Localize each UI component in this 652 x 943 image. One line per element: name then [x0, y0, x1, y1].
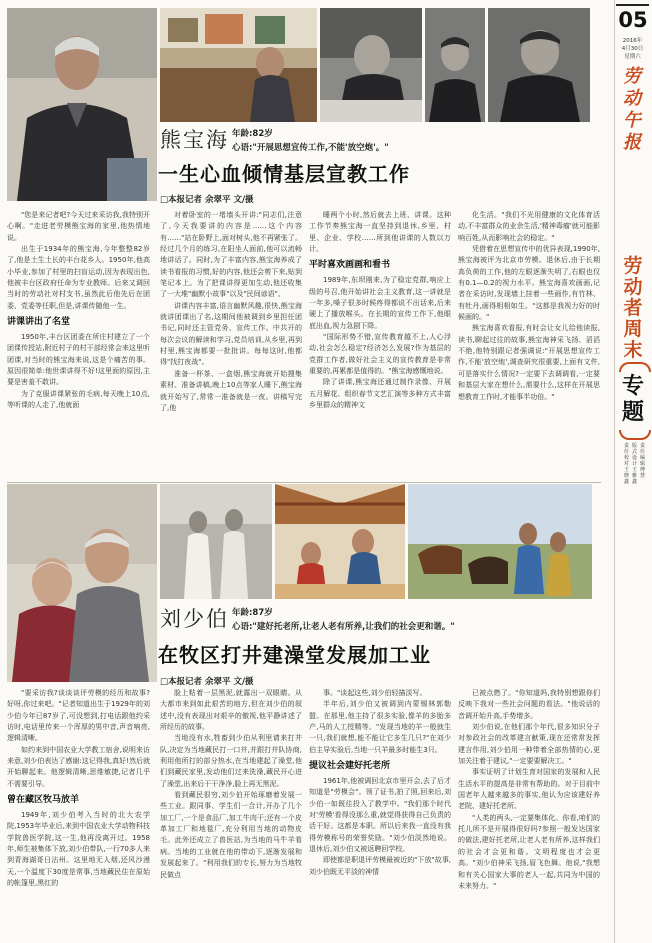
bracket-top: [619, 362, 651, 372]
subheading: 讲课讲出了名堂: [7, 317, 71, 328]
paragraph: 1950年,丰台区团委在所庄村建立了一个团课传授站,附近村子的村干部经常会来这里听团课,对当时的熊宝海来说,这是个痛苦的事。原因很简单:他世课讲得不好!这里面的原因,主要是害羞不敢讲。: [7, 333, 150, 387]
story1-column-3: [309, 210, 451, 480]
story1-age: 年龄:82岁: [232, 129, 273, 139]
photo-middle-aged-portrait: [488, 8, 590, 122]
paragraph: 除了讲课,熊宝海还通过制作录像、开展五月解花、组织春节文艺汇演等多种方式丰富乡里群众的精神文: [309, 378, 451, 410]
paragraph: 1961年,他被调回北京市里开会,去了后才知道是"劳模会"。领了证书,拍了照,回来后,刘少伯一如既往投入了教学中。"我们那个时代对'劳模'看得没那么重,就觉得获得自己负责的活干好。这都是本职。所以后来我一直没有我得劳模称号的荣誉奖励。"刘少伯淡然地说。退休后,刘少伯又被返聘回学校。: [309, 777, 451, 854]
photo-writing: [320, 8, 422, 122]
story2-byline: □本报记者 余翠平 文/摄: [160, 677, 254, 687]
editor-credit-3: 责任校对 王晓鑫: [624, 443, 630, 485]
story2-age: 年龄:87岁: [232, 608, 273, 618]
paragraph: 准备一杯茶、一盒烟,熊宝海就开始搜集素材、准备讲稿,晚上10点等家人睡下,熊宝海就开始写了,常常一准备就是一夜。讲稿写完了,他: [160, 369, 302, 412]
photo-historic-couple: [160, 484, 272, 599]
paragraph: "国际形势不错,宣传教育越不上,人心浮动,社会怎么稳定?经济怎么发展?作为基层的党群工作者,做好社会主义的宣传教育是非常重要的,再累都是值得的。"熊宝海感慨地说。: [309, 333, 451, 376]
story2-motto: 心语:"建好托老所,让老人老有所养,让我们的社会更和谐。": [232, 622, 455, 632]
photo-study-room: [160, 8, 317, 122]
date-day: 4月30日: [621, 46, 644, 52]
paragraph: 出生于1934年的熊宝海,今年整整82岁了,他是土生土长的丰台花乡人。1950年,他高小毕业,参加了村里的扫盲运动,因为表现出色,他被丰台区政府任命为专业教师。后来又调回当时的劳动社对村支书,虽然此后他先后在团委、党委等任职,但是,讲课传随他一生。: [7, 245, 150, 310]
date-year: 2016年: [622, 38, 643, 44]
paragraph: 为了克服讲课紧张的毛病,每天晚上10点,等听课的人走了,他就面: [7, 389, 150, 410]
special-label: 专题: [621, 374, 644, 425]
portrait-liu-shaobo: [7, 484, 157, 682]
paragraph: "人类的两头,一定要集体化。你看,咱们的托儿所不是开展得很好吗?参照一般发达国家的做法,建好托老所,让老人老有所养,这样我们的社会才会更和谐。文明程度也才会更高。"刘少伯神采飞扬,眉飞色舞。他说,"我想和有关心国家大事的老人一起,共同为中国的未来努力。": [458, 813, 600, 890]
paper-name-logo: 劳动午报: [623, 66, 641, 153]
rail-top-rule: [616, 4, 649, 6]
story2-headline: 在牧区打井建澡堂发展加工业: [158, 643, 431, 667]
story-divider: [7, 482, 601, 483]
paragraph: 脸上粘着一层黑泥,就露出一双眼睛。从大都市来到如此艰苦的地方,但在刘少伯的叙述中,没有表现出对艰辛的傲视,他平静讲述了所经历的故事。: [160, 689, 302, 732]
paragraph: "要采访我?谈谈谈评劳模的经历和故事?好呀,你过来吧。"记者知道出生于1929年的刘少伯今年已87岁了,可没想到,打电话跟他约采访时,电话里传来一个浑厚的男中音,声音响亮,逻辑清晰。: [7, 689, 150, 743]
story2-column-3: [309, 688, 451, 938]
paragraph: 看到藏民很穷,刘少伯开始琢磨着发展一些工业。跟同事、学生们一合计,开办了几个加工厂,一个是食品厂,加工牛肉干;还有一个皮革加工厂和地毯厂,充分利用当地的动物皮毛。此外还成立了兽医站,为当地的马牛羊看病。当地的工业就在他的带动下,逐渐发展和发展起来了。"利用我们的专长,努力为当地牧民做点: [160, 791, 302, 879]
story1-byline: □本报记者 余翠平 文/摄: [160, 195, 254, 205]
paragraph: 熊宝海喜欢看报,有时会让女儿给他读报,读书,聊起过往的故事,熊宝海神采飞扬、滔滔不绝,他特别跟记者强调说:"开展思想宣传工作,不能'放空炮',调查研究很重要,上面有文件,可是落实什么情况?一定要下去调调看,一定要和基层大家在想什么,需要什么,这样在开展思想教育工作时,才能事半功倍。": [458, 324, 600, 401]
masthead-rail: [613, 0, 652, 943]
story1-column-2: [160, 210, 302, 480]
paragraph: 化生活。"我们不光用健康的文化体育活动,不丰富群众的业余生活,'精神毒瘤'就可能影响百姓,从而影响社会的稳定。": [458, 211, 600, 242]
paragraph: "您是来记者吧?今天过来采访我,我特别开心啊。"走进老劳模熊宝海的家里,他热情地说。: [7, 211, 150, 242]
paragraph: 凭借着在思想宣传中的优异表现,1990年,熊宝海被评为北京市劳模。退休后,由于长期高负荷的工作,他的左眼逐渐失明了,右眼也仅有0.1—0.2的视力水平。熊宝海喜欢画画,记者在采访时,发现墙上挂着一些画作,有竹林、有牡丹,画得相相如生。"这都是我视力好的时候画的。": [458, 245, 600, 322]
editor-credit-2: 版式设计 王雅鑫: [632, 443, 638, 485]
story2-name: 刘少伯: [160, 607, 229, 631]
bracket-bottom: [619, 430, 651, 440]
photo-yurt-interior: [275, 484, 405, 599]
section-title: 劳动者周末: [623, 255, 643, 361]
paragraph: 1989年,东坝刚来,为了稳定党群,响应上级的号召,他开始讲社会主义教育,这一讲就是一年多,嗓子很多时候疼得都说不出话来,后来硬上了播放喉头。在长期的宣传工作下,他眼底出血,视力急剧下降。: [309, 276, 451, 330]
rail-divider: [614, 0, 615, 943]
page-number: 05: [618, 8, 648, 32]
photo-young-portrait: [425, 8, 485, 122]
paragraph: 对着卧室的一堵墙头开讲:"同志们,注意了,今天我要讲的内容是……这个内容有……"站在卧野上,面对树头,他不再紧张了。经过几个月的练习,在阳坐人面前,他可以流畅地讲话了。同时,为了丰富内容,熊宝海养成了读书看报的习惯,好的内容,他还会剪下来,贴到笔记本上。为了把课讲得更加生动,他还收集了一大堆"幽默小故事"以及"民间谚语"。: [160, 211, 302, 299]
paragraph: 讲课内容丰富,语言幽默风趣,很快,熊宝海就讲团课出了名,这期间他被调到乡里担任团书记,同时还主管党务、宣传工作。中共开的每次会议的解读和学习,党员培训,从乡里,再到村里,熊宝海都要一批批讲。每每这时,他都得"找打夜战"。: [160, 301, 302, 367]
story1-headline: 一生心血倾情基层宣教工作: [158, 162, 410, 186]
paragraph: 已被点燃了。"你知道吗,我特别想跟你们反映下我对一些社会问题的看法。"他说话的音调开始升高,手势增多。: [458, 689, 600, 720]
paragraph: 睡两个小时,然后就去上班、讲课。这种工作节奏熊宝海一直坚持到退休,乡里、村里、企业、学校……所到他讲课的人数以万计。: [309, 211, 451, 254]
story1-column-1: [7, 210, 150, 480]
paragraph: 当地没有水,牲畜到少伯从利里请来打井队,决定为当地藏民打一口井,并跟打井队协商,利用他所打的部分热水,在当地建起了澡堂,他们到藏民家里,发动他们过来洗澡,藏民开心进了澡堂,出来后干干净净,脸上再无黑泥。: [160, 734, 302, 788]
subheading: 提议社会建好托老所: [309, 761, 391, 772]
subheading: 曾在藏区牧马放羊: [7, 795, 80, 806]
paragraph: 半年后,刘少伯又被调到内蒙锡林郭勒盟。在那里,他主持了很多实验,像羊的多胎多产,马的人工授精等。"发现当地的羊一般就生一只,我们就想,能不能让它多生几只?"在刘少伯主导实验后,当地一只羊最多时能生3只。: [309, 700, 451, 754]
paragraph: 即使都是职退评劳模最被近的"下放"故事,刘少伯既无平淡的神情: [309, 856, 451, 876]
paragraph: 事实证明了计划生育对国家的发展和人民生活水平的提高是非常有帮助的。对于目前中国老年人越来越多的事实,他认为应该建好养老院、建好托老所。: [458, 768, 600, 811]
story1-motto: 心语:"开展思想宣传工作,不能'放空炮'。": [232, 143, 389, 153]
portrait-xiong-baohai: [7, 8, 157, 201]
paragraph: 刘少伯说,在他们那个年代,很多知识分子对参政社会的改革建言献策,现在还常常发挥建言作用,刘少伯用一种带着全部热情的心,更加关注着于建议,"一定要要解决工。": [458, 723, 600, 766]
story2-column-4: [458, 688, 600, 938]
paragraph: 1949年,刘少伯考入当时的北大农学院,1953年毕业后,来到中国农业大学动物科技学院兽医学院,这一生,他再没离开过。1958年,师生被集体下放,刘少伯带队,一行70多人来到青海湖哥日沾州。这里地无人烟,还风沙漫天,一个温度下30度是常事,当地藏民住在原始的帐篷里,黑红的: [7, 811, 150, 888]
story2-column-1: [7, 688, 150, 938]
subheading: 平时喜欢画画和看书: [309, 260, 391, 271]
story1-column-4: [458, 210, 600, 480]
story1-name: 熊宝海: [160, 128, 229, 152]
paragraph: 如约来到中国农业大学教工宿舍,说明来访来意,刘少伯表达了感谢:这记得我,真好!然后就开始聊起来。他逻辑清晰,思维敏捷,记者几乎不需要引导。: [7, 745, 150, 788]
editor-credit-1: 责任编辑 傅慧: [640, 443, 646, 479]
story2-column-2: [160, 688, 302, 938]
paragraph: 事。"谈起这些,刘少伯轻描淡写。: [323, 689, 427, 697]
photo-grassland-horses: [408, 484, 592, 599]
weekday: 星期六: [624, 54, 641, 60]
